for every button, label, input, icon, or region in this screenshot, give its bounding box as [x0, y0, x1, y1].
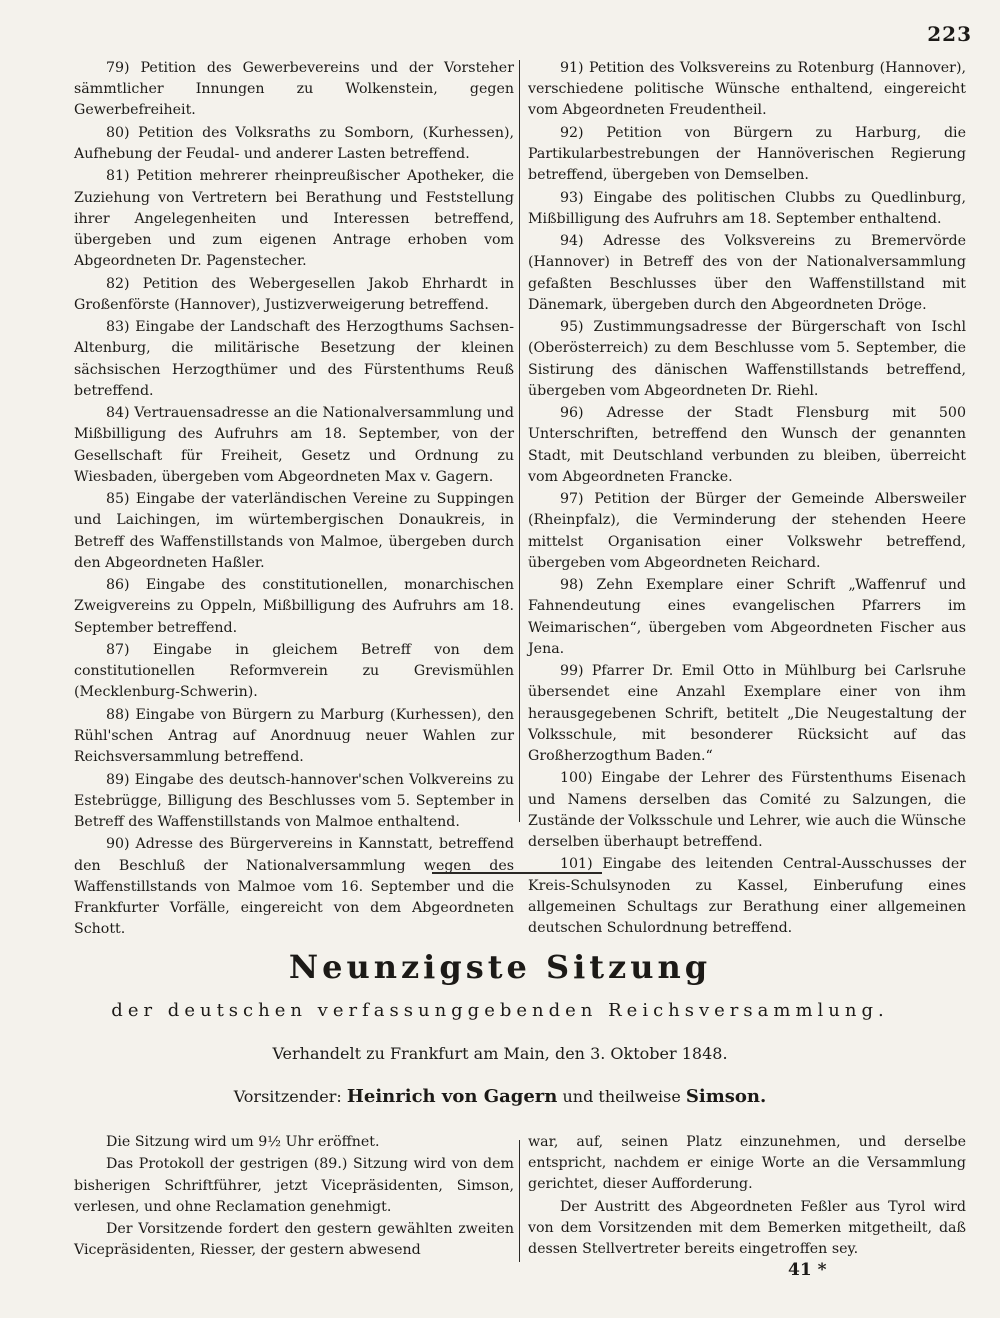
petition-91: 91) Petition des Volksvereins zu Rotenburg (Hannover), verschiedene politische Wünsche enthaltend, eingereicht vom Abgeordneten Freudentheil.: [528, 60, 966, 119]
session-dateline: Verhandelt zu Frankfurt am Main, den 3. Oktober 1848.: [272, 1044, 728, 1063]
chair-name: Heinrich von Gagern: [346, 1086, 558, 1107]
petition-90: 90) Adresse des Bürgervereins in Kannstatt, betreffend den Beschluß der Nationalversammlung wegen des Waffenstillstands von Malmoe vom 16. September und die Frankfurter Vorfälle, eingereicht von dem Abgeordneten Schott.: [74, 836, 514, 938]
session-paragraph: Das Protokoll der gestrigen (89.) Sitzung wird von dem bisherigen Schriftführer, jetzt Vicepräsidenten, Simson, verlesen, und ohne Reclamation genehmigt.: [74, 1156, 514, 1215]
petition-86: 86) Eingabe des constitutionellen, monarchischen Zweigvereins zu Oppeln, Mißbilligung des Aufruhrs am 18. September betreffend.: [74, 577, 514, 636]
session-title: Neunzigste Sitzung: [288, 948, 712, 986]
petition-list-right: [528, 58, 966, 940]
petition-99: 99) Pfarrer Dr. Emil Otto in Mühlburg bei Carlsruhe übersendet eine Anzahl Exemplare einer von ihm herausgegebenen Schrift, betitelt „Die Neugestaltung der Volksschule, mit besonderer Rücksicht auf das Großherzogthum Baden.“: [528, 663, 966, 764]
petition-101: 101) Eingabe des leitenden Central-Ausschusses der Kreis-Schulsynoden zu Kassel, Einberufung eines allgemeinen Schultags zur Berathung einer allgemeinen deutschen Schulordnung betreffend.: [528, 856, 966, 936]
session-paragraph: Die Sitzung wird um 9½ Uhr eröffnet.: [106, 1134, 380, 1150]
sheet-signature: 41 *: [788, 1260, 827, 1280]
session-paragraph: Der Austritt des Abgeordneten Feßler aus Tyrol wird von dem Vorsitzenden mit dem Bemerken mitgetheilt, daß dessen Stellvertreter bereits eingetroffen sey.: [528, 1198, 966, 1258]
session-paragraph: Der Vorsitzende fordert den gestern gewählten zweiten Vicepräsidenten, Riesser, der gestern abwesend: [74, 1221, 514, 1259]
column-divider: [519, 60, 520, 822]
petition-95: 95) Zustimmungsadresse der Bürgerschaft von Ischl (Oberösterreich) zu dem Beschlusse vom 5. September, die Sistirung des dänischen Waffenstillstands betreffend, übergeben vom Abgeordneten Dr. Riehl.: [528, 319, 966, 399]
petition-85: 85) Eingabe der vaterländischen Vereine zu Suppingen und Laichingen, im würtembergischen Donaukreis, in Betreff des Waffenstillstands von Malmoe, übergeben durch den Abgeordneten Haßler.: [74, 491, 514, 571]
petition-81: 81) Petition mehrerer rheinpreußischer Apotheker, die Zuziehung von Vertretern bei Berathung und Feststellung ihrer Angelegenheiten und Interessen betreffend, übergeben und zum eigenen Antrage erhoben vom Abgeordneten Dr. Pagenstecher.: [74, 168, 514, 270]
petition-87: 87) Eingabe in gleichem Betreff von dem constitutionellen Reformverein zu Grevismühlen (Mecklenburg-Schwerin).: [74, 641, 514, 701]
petition-92: 92) Petition von Bürgern zu Harburg, die Partikularbestrebungen der Hannöverischen Regierung betreffend, übergeben von Demselben.: [528, 124, 966, 184]
petition-82: 82) Petition des Webergesellen Jakob Ehrhardt in Großenförste (Hannover), Justizverweigerung betreffend.: [74, 275, 514, 313]
petition-100: 100) Eingabe der Lehrer des Fürstenthums Eisenach und Namens derselben das Comité zu Salzungen, die Zustände der Volksschule und Lehrer, wie auch die Wünsche derselben überhaupt betreffend.: [528, 770, 966, 850]
petition-98: 98) Zehn Exemplare einer Schrift „Waffenruf und Fahnendeutung eines evangelischen Pfarrers im Weimarischen“, übergeben vom Abgeordneten Fischer aus Jena.: [528, 577, 966, 657]
session-text-left: [74, 1132, 514, 1263]
petition-84: 84) Vertrauensadresse an die Nationalversammlung und Mißbilligung des Aufruhrs am 18. September, von der Gesellschaft für Freiheit, Gesetz und Ordnung zu Wiesbaden, übergeben vom Abgeordneten Max v. Gagern.: [74, 405, 514, 485]
petition-93: 93) Eingabe des politischen Clubbs zu Quedlinburg, Mißbilligung des Aufruhrs am 18. September enthaltend.: [528, 189, 966, 227]
petition-list-left: [74, 58, 514, 942]
chair-second: Simson.: [685, 1086, 767, 1107]
session-chair-line: [0, 1086, 1000, 1107]
petition-88: 88) Eingabe von Bürgern zu Marburg (Kurhessen), den Rühl'schen Antrag auf Anordnuug neuer Wahlen zur Reichsversammlung betreffend.: [74, 706, 514, 766]
column-divider: [519, 1140, 520, 1262]
petition-83: 83) Eingabe der Landschaft des Herzogthums Sachsen-Altenburg, die militärische Besetzung der kleinen sächsischen Herzogthümer und des Fürstenthums Reuß betreffend.: [74, 319, 514, 399]
petition-97: 97) Petition der Bürger der Gemeinde Albersweiler (Rheinpfalz), die Verminderung der stehenden Heere mittelst Organisation einer Volkswehr betreffend, übergeben vom Abgeordneten Reichard.: [528, 491, 966, 571]
page-number: 223: [927, 22, 972, 46]
section-separator: [432, 872, 602, 874]
petition-80: 80) Petition des Volksraths zu Somborn, (Kurhessen), Aufhebung der Feudal- und anderer Lasten betreffend.: [74, 124, 514, 162]
petition-79: 79) Petition des Gewerbevereins und der Vorsteher sämmtlicher Innungen zu Wolkenstein, gegen Gewerbefreiheit.: [74, 60, 514, 119]
session-subtitle: der deutschen verfassunggebenden Reichsversammlung.: [111, 1000, 889, 1021]
session-paragraph: war, auf, seinen Platz einzunehmen, und derselbe entspricht, nachdem er einige Worte an die Versammlung gerichtet, dieser Aufforderung.: [528, 1134, 966, 1193]
petition-94: 94) Adresse des Volksvereins zu Bremervörde (Hannover) in Betreff des von der Nationalversammlung gefaßten Beschlusses über den Waffenstillstand mit Dänemark, übergeben durch den Abgeordneten Dröge.: [528, 233, 966, 313]
session-text-right: [528, 1132, 966, 1262]
chair-and: und theilweise: [562, 1087, 681, 1106]
petition-96: 96) Adresse der Stadt Flensburg mit 500 Unterschriften, betreffend den Wunsch der genannten Stadt, mit Deutschland verbunden zu bleiben, überreicht vom Abgeordneten Francke.: [528, 405, 966, 485]
chair-label: Vorsitzender:: [233, 1087, 342, 1106]
petition-89: 89) Eingabe des deutsch-hannover'schen Volkvereins zu Estebrügge, Billigung des Beschlusses vom 5. September in Betreff des Waffenstillstands von Malmoe enthaltend.: [74, 771, 514, 830]
